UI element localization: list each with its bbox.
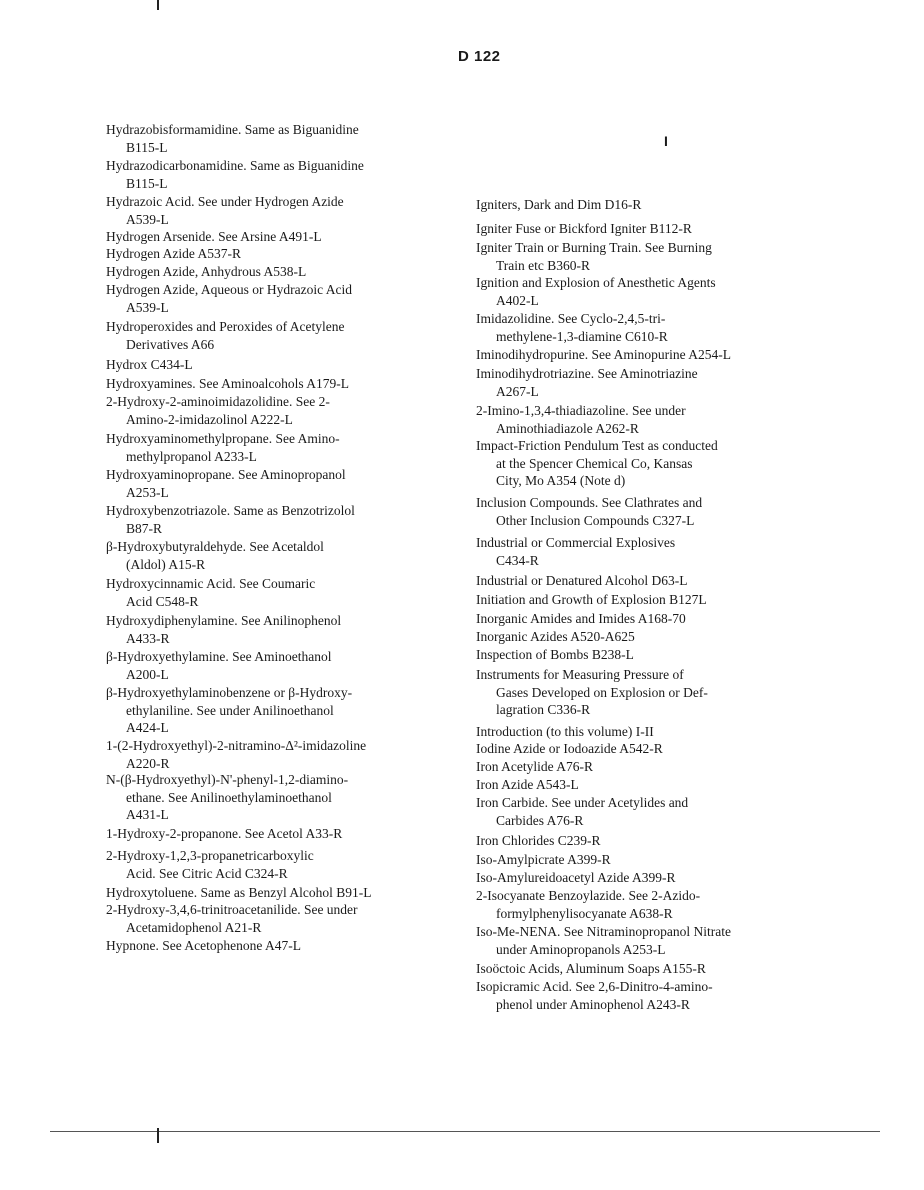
entry-term: 1-Hydroxy-2-propanone. See Acetol A33-R	[106, 826, 343, 841]
entry-term: Iron Carbide. See under Acetylides and	[476, 795, 689, 810]
entry-continuation: B115-L	[126, 139, 168, 155]
entry-term: Hydrazoic Acid. See under Hydrogen Azide	[106, 194, 344, 209]
index-entry	[106, 466, 346, 501]
entry-term: Ignition and Explosion of Anesthetic Agents	[476, 275, 716, 290]
entry-continuation: at the Spencer Chemical Co, Kansas	[496, 455, 693, 471]
index-entry	[106, 393, 330, 428]
index-entry	[476, 310, 668, 345]
entry-continuation: Acetamidophenol A21-R	[126, 919, 262, 935]
index-entry	[106, 193, 344, 228]
index-entry	[106, 281, 352, 316]
entry-term: Iodine Azide or Iodoazide A542-R	[476, 741, 663, 756]
index-entry	[476, 776, 579, 794]
index-entry	[106, 825, 342, 843]
entry-term: Inspection of Bombs B238-L	[476, 647, 634, 662]
entry-continuation: methylpropanol A233-L	[126, 448, 257, 464]
entry-continuation: Carbides A76-R	[496, 812, 584, 828]
entry-term: 2-Hydroxy-1,2,3-propanetricarboxylic	[106, 848, 314, 863]
entry-continuation: Derivatives A66	[126, 336, 215, 352]
entry-continuation: A539-L	[126, 211, 169, 227]
entry-term: Hydroxyamines. See Aminoalcohols A179-L	[106, 376, 349, 391]
entry-term: β-Hydroxyethylaminobenzene or β-Hydroxy-	[106, 685, 353, 700]
index-entry	[476, 758, 593, 776]
entry-continuation: Other Inclusion Compounds C327-L	[496, 512, 695, 528]
entry-continuation: phenol under Aminophenol A243-R	[496, 996, 690, 1012]
entry-term: 2-Imino-1,3,4-thiadiazoline. See under	[476, 403, 686, 418]
index-entry	[476, 494, 702, 529]
entry-continuation: under Aminopropanols A253-L	[496, 941, 666, 957]
entry-term: Industrial or Commercial Explosives	[476, 535, 676, 550]
entry-continuation: A267-L	[496, 383, 539, 399]
top-margin-mark	[157, 0, 159, 10]
index-entry	[476, 628, 635, 646]
entry-term: Hydrazobisformamidine. Same as Biguanidine	[106, 122, 359, 137]
entry-term: Igniter Train or Burning Train. See Burning	[476, 240, 712, 255]
index-entry	[476, 196, 641, 214]
entry-term: Iminodihydropurine. See Aminopurine A254-L	[476, 347, 731, 362]
entry-term: Hydroxybenzotriazole. Same as Benzotrizolol	[106, 503, 355, 518]
entry-term: Hydrox C434-L	[106, 357, 193, 372]
index-entry	[476, 346, 731, 364]
section-letter: I	[664, 133, 668, 149]
entry-term: Impact-Friction Pendulum Test as conducted	[476, 438, 718, 453]
index-entry	[106, 430, 340, 465]
entry-continuation: B87-R	[126, 520, 163, 536]
index-entry	[476, 923, 731, 958]
index-entry	[106, 937, 301, 955]
entry-term: Inclusion Compounds. See Clathrates and	[476, 495, 703, 510]
entry-term: Iminodihydrotriazine. See Aminotriazine	[476, 366, 698, 381]
index-entry	[106, 538, 324, 573]
entry-term: Iso-Me-NENA. See Nitraminopropanol Nitrate	[476, 924, 731, 939]
entry-term: Hydrogen Azide A537-R	[106, 246, 241, 261]
entry-term: Inorganic Amides and Imides A168-70	[476, 611, 686, 626]
entry-continuation: Acid. See Citric Acid C324-R	[126, 865, 288, 881]
index-entry	[476, 239, 712, 274]
index-entry	[476, 610, 686, 628]
index-entry	[106, 648, 331, 683]
entry-continuation: formylphenylisocyanate A638-R	[496, 905, 673, 921]
entry-term: Iso-Amylpicrate A399-R	[476, 852, 611, 867]
entry-term: N-(β-Hydroxyethyl)-N'-phenyl-1,2-diamino-	[106, 772, 349, 787]
entry-term: Hypnone. See Acetophenone A47-L	[106, 938, 301, 953]
index-entry	[106, 901, 358, 936]
entry-continuation: ethane. See Anilinoethylaminoethanol	[126, 789, 332, 805]
entry-continuation: Aminothiadiazole A262-R	[496, 420, 639, 436]
index-entry	[106, 737, 366, 772]
entry-term: Iron Chlorides C239-R	[476, 833, 601, 848]
entry-term: Imidazolidine. See Cyclo-2,4,5-tri-	[476, 311, 666, 326]
entry-term: Hydroxydiphenylamine. See Anilinophenol	[106, 613, 342, 628]
index-entry	[106, 884, 371, 902]
entry-continuation: (Aldol) A15-R	[126, 556, 206, 572]
entry-term: Isoöctoic Acids, Aluminum Soaps A155-R	[476, 961, 706, 976]
entry-term: Introduction (to this volume) I-II	[476, 724, 654, 739]
index-entry	[476, 437, 718, 490]
entry-continuation: B115-L	[126, 175, 168, 191]
entry-term: 1-(2-Hydroxyethyl)-2-nitramino-Δ²-imidazoline	[106, 738, 367, 753]
entry-continuation: lagration C336-R	[496, 702, 591, 717]
index-entry	[476, 274, 716, 309]
index-entry	[106, 157, 364, 192]
entry-term: Hydrazodicarbonamidine. Same as Biguanidine	[106, 158, 364, 173]
entry-term: Hydroxyaminopropane. See Aminopropanol	[106, 467, 346, 482]
entry-term: Iron Azide A543-L	[476, 777, 579, 792]
index-entry	[476, 646, 634, 664]
index-entry	[106, 684, 352, 737]
bottom-margin-mark	[157, 1128, 159, 1143]
entry-term: Iso-Amylureidoacetyl Azide A399-R	[476, 870, 676, 885]
entry-term: Industrial or Denatured Alcohol D63-L	[476, 573, 688, 588]
entry-continuation: Amino-2-imidazolinol A222-L	[126, 411, 293, 427]
entry-term: Hydroxyaminomethylpropane. See Amino-	[106, 431, 340, 446]
index-entry	[106, 847, 314, 882]
bottom-rule	[50, 1131, 880, 1132]
entry-term: Hydrogen Azide, Anhydrous A538-L	[106, 264, 307, 279]
entry-term: Hydroperoxides and Peroxides of Acetylene	[106, 319, 345, 334]
entry-continuation: ethylaniline. See under Anilinoethanol	[126, 702, 334, 718]
entry-term: Hydrogen Azide, Aqueous or Hydrazoic Acid	[106, 282, 352, 297]
index-entry	[476, 666, 708, 719]
index-entry	[476, 887, 700, 922]
entry-continuation: A220-R	[126, 755, 170, 771]
index-entry	[476, 572, 687, 590]
page-number: D 122	[458, 48, 501, 65]
entry-continuation: A200-L	[126, 666, 169, 682]
entry-term: Hydroxytoluene. Same as Benzyl Alcohol B91-L	[106, 885, 372, 900]
index-entry	[476, 534, 675, 569]
entry-continuation: A431-L	[126, 807, 169, 822]
index-entry	[476, 851, 611, 869]
entry-term: Igniters, Dark and Dim D16-R	[476, 197, 642, 212]
entry-continuation: C434-R	[496, 552, 539, 568]
entry-term: Hydrogen Arsenide. See Arsine A491-L	[106, 229, 322, 244]
entry-continuation: Acid C548-R	[126, 593, 199, 609]
index-entry	[106, 263, 306, 281]
index-entry	[106, 318, 344, 353]
index-entry	[106, 375, 349, 393]
index-entry	[476, 740, 663, 758]
entry-continuation: A539-L	[126, 299, 169, 315]
entry-continuation: A253-L	[126, 484, 169, 500]
index-entry	[476, 723, 654, 741]
index-entry	[476, 220, 692, 238]
index-entry	[106, 575, 315, 610]
index-entry	[106, 612, 341, 647]
entry-term: Iron Acetylide A76-R	[476, 759, 593, 774]
index-entry	[476, 794, 688, 829]
index-entry	[476, 978, 713, 1013]
entry-term: Initiation and Growth of Explosion B127L	[476, 592, 707, 607]
entry-term: Isopicramic Acid. See 2,6-Dinitro-4-amino-	[476, 979, 713, 994]
entry-term: 2-Isocyanate Benzoylazide. See 2-Azido-	[476, 888, 701, 903]
index-entry	[476, 591, 707, 609]
index-entry	[106, 245, 241, 263]
entry-continuation: A402-L	[496, 292, 539, 308]
index-entry	[106, 356, 193, 374]
index-entry	[106, 771, 348, 824]
index-entry	[476, 365, 698, 400]
entry-term: 2-Hydroxy-3,4,6-trinitroacetanilide. See under	[106, 902, 358, 917]
entry-continuation: Train etc B360-R	[496, 257, 590, 273]
entry-term: Instruments for Measuring Pressure of	[476, 667, 684, 682]
entry-term: 2-Hydroxy-2-aminoimidazolidine. See 2-	[106, 394, 330, 409]
index-entry	[106, 228, 322, 246]
entry-term: β-Hydroxyethylamine. See Aminoethanol	[106, 649, 332, 664]
entry-continuation: City, Mo A354 (Note d)	[496, 473, 626, 488]
entry-term: Hydroxycinnamic Acid. See Coumaric	[106, 576, 316, 591]
entry-continuation: A424-L	[126, 720, 169, 735]
index-entry	[476, 832, 601, 850]
index-entry	[476, 960, 706, 978]
entry-continuation: A433-R	[126, 630, 170, 646]
index-entry	[476, 402, 686, 437]
entry-term: β-Hydroxybutyraldehyde. See Acetaldol	[106, 539, 324, 554]
entry-continuation: methylene-1,3-diamine C610-R	[496, 328, 668, 344]
entry-continuation: Gases Developed on Explosion or Def-	[496, 684, 708, 700]
index-entry	[476, 869, 675, 887]
index-entry	[106, 121, 359, 156]
index-entry	[106, 502, 355, 537]
entry-term: Igniter Fuse or Bickford Igniter B112-R	[476, 221, 692, 236]
entry-term: Inorganic Azides A520-A625	[476, 629, 635, 644]
